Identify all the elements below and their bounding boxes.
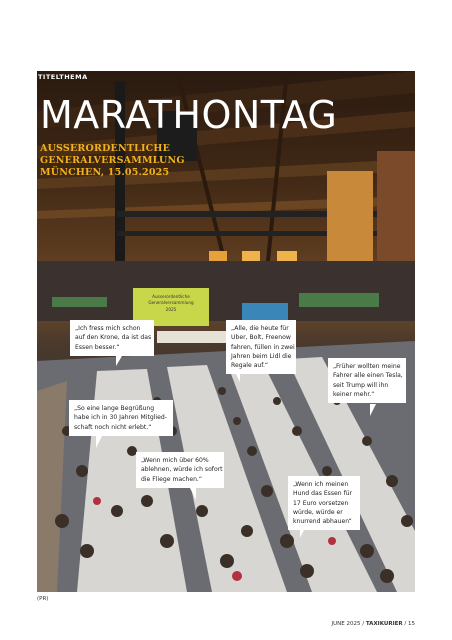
quote-bubble [70, 320, 154, 356]
quote-tail [190, 488, 196, 500]
quote-line: Regale auf.“ [231, 362, 269, 370]
quote-tail [370, 404, 376, 416]
quote-tail [234, 370, 240, 382]
quote-line: Uber, Bolt, Freenow [231, 334, 291, 342]
quote-line: würde, würde er [293, 508, 343, 516]
quote-line: fahren, füllen in zwei [231, 343, 295, 351]
screen-line-3: 2025 [165, 307, 177, 312]
subtitle-line: GENERALVERSAMMLUNG [40, 155, 185, 166]
kicker-label: TITELTHEMA [38, 73, 88, 81]
footer-issue: JUNE 2025 / [331, 621, 366, 627]
subtitle-line: MÜNCHEN, 15.05.2025 [40, 167, 170, 178]
quote-line: seit Trump will ihn [333, 381, 389, 389]
quote-bubble [226, 320, 296, 374]
footer-page-number: / 15 [402, 621, 415, 627]
quote-line: ablehnen, würde ich sofort [141, 466, 223, 474]
quote-line: Jahren beim Lidl die [231, 352, 292, 360]
quote-line: schaft noch nicht erlebt.“ [74, 423, 152, 431]
quote-line: „Alle, die heute für [231, 325, 289, 332]
page-footer [332, 621, 415, 627]
subtitle [40, 143, 200, 179]
photo-credit: (PR) [37, 596, 49, 602]
quote-line: „So eine lange Begrüßung [74, 405, 155, 412]
quote-bubble [136, 452, 224, 488]
quote-line: 17 Euro vorsetzen [293, 499, 349, 507]
quote-tail [300, 526, 306, 538]
quote-bubble [69, 400, 173, 436]
screen-line-2: Generalversammlung [148, 300, 194, 305]
footer-magazine: TAXIKURIER [365, 621, 403, 627]
quote-line: Hund das Essen für [293, 490, 353, 498]
quote-bubble [288, 476, 360, 530]
quote-line: „Früher wollten meine [333, 363, 401, 370]
quote-line: die Fliege machen.“ [141, 475, 203, 483]
quote-line: keiner mehr.“ [333, 390, 375, 398]
quote-tail [116, 356, 122, 366]
screen-line-1: Ausserordentliche [152, 294, 190, 299]
quote-line: knurrend abhauen“ [293, 518, 352, 526]
page-title: MARATHONTAG [40, 93, 338, 137]
quote-tail [96, 436, 102, 448]
quote-bubble [328, 358, 406, 403]
quote-line: Fahrer alle einen Tesla, [333, 372, 403, 380]
quote-line: „Ich fress mich schon [75, 325, 141, 332]
subtitle-line: AUSSERORDENTLICHE [40, 143, 171, 154]
quote-line: Essen besser.“ [75, 343, 120, 351]
quote-line: auf den Krone, da ist das [75, 334, 152, 342]
quote-line: habe ich in 30 Jahren Mitglied- [74, 414, 167, 422]
quote-line: „Wenn ich meinen [293, 481, 349, 488]
quote-line: „Wenn mich über 60% [141, 457, 209, 464]
